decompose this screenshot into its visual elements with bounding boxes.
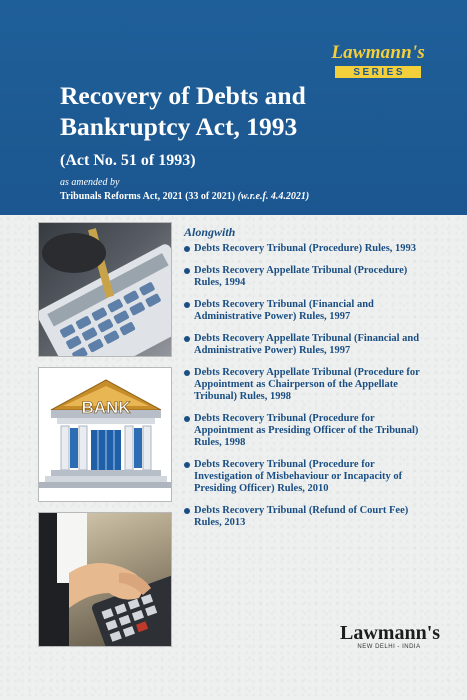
list-item	[184, 333, 434, 357]
publisher-name: Lawmann's	[340, 622, 441, 644]
bullet-icon	[184, 268, 190, 274]
list-item	[184, 243, 434, 255]
bank-sign: BANK	[81, 398, 131, 417]
bullet-icon	[184, 302, 190, 308]
rule-text: Debts Recovery Tribunal (Procedure) Rules, 1993	[194, 243, 417, 254]
hand-calculator-photo	[38, 512, 172, 647]
list-item	[184, 367, 434, 403]
list-item	[184, 299, 434, 323]
bank-building-illustration	[38, 367, 172, 502]
publisher-place: NEW DELHI - INDIA	[357, 644, 421, 650]
rule-text: Debts Recovery Appellate Tribunal (Procedure) Rules, 1994	[194, 265, 408, 288]
bullet-icon	[184, 462, 190, 468]
bullet-icon	[184, 246, 190, 252]
rule-text: Debts Recovery Tribunal (Procedure for Appointment as Presiding Officer of the Tribunal) Rules, 1998	[194, 413, 419, 448]
publisher-logo	[340, 622, 441, 650]
calculator-photo	[38, 222, 172, 357]
rules-list	[184, 243, 434, 539]
list-item	[184, 413, 434, 449]
bullet-icon	[184, 416, 190, 422]
alongwith-label: Alongwith	[184, 225, 236, 239]
bullet-icon	[184, 508, 190, 514]
rule-text: Debts Recovery Appellate Tribunal (Financial and Administrative Power) Rules, 1997	[194, 333, 420, 356]
rule-text: Debts Recovery Tribunal (Refund of Court Fee) Rules, 2013	[194, 505, 409, 528]
act-number: (Act No. 51 of 1993)	[60, 152, 196, 169]
amended-by-label: as amended by	[60, 177, 120, 188]
book-title	[60, 80, 440, 142]
brand-series-label: SERIES	[335, 66, 421, 78]
rule-text: Debts Recovery Tribunal (Financial and Administrative Power) Rules, 1997	[194, 299, 374, 322]
series-logo	[331, 44, 425, 80]
rule-text: Debts Recovery Appellate Tribunal (Procedure for Appointment as Chairperson of the Appellate Tribunal) Rules, 1998	[194, 367, 420, 402]
list-item	[184, 459, 434, 495]
reforms-act-name: Tribunals Reforms Act, 2021 (33 of 2021)	[60, 191, 236, 202]
list-item	[184, 505, 434, 529]
bullet-icon	[184, 370, 190, 376]
title-line-2: Bankruptcy Act, 1993	[60, 112, 298, 141]
reforms-act	[60, 191, 309, 202]
rule-text: Debts Recovery Tribunal (Procedure for Investigation of Misbehaviour or Incapacity of Presiding Officer) Rules, 2010	[194, 459, 403, 494]
list-item	[184, 265, 434, 289]
bullet-icon	[184, 336, 190, 342]
brand-name: Lawmann's	[331, 42, 425, 63]
reforms-act-ref: (w.r.e.f. 4.4.2021)	[237, 191, 310, 202]
title-line-1: Recovery of Debts and	[60, 81, 306, 110]
